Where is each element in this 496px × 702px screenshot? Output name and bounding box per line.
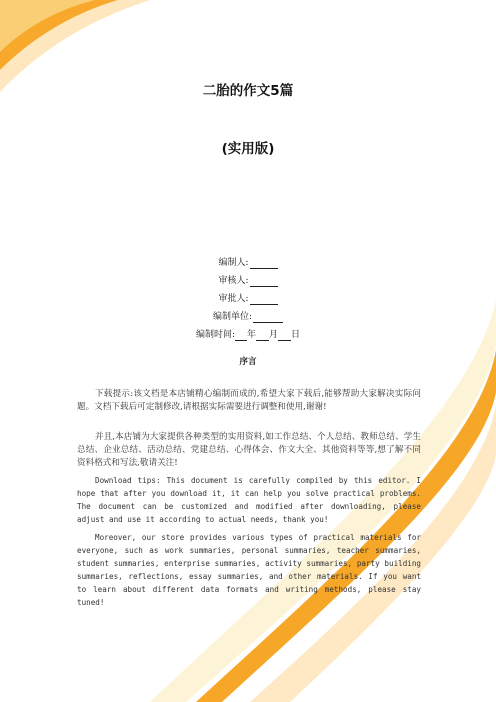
editor-label: 编制人:: [218, 258, 249, 268]
month-blank: [256, 330, 269, 341]
preface-heading: 序言: [239, 357, 257, 367]
day-blank: [278, 330, 291, 341]
document-title: 二胎的作文5篇: [202, 83, 294, 99]
approver-row: [0, 290, 496, 308]
day-label: 日: [291, 330, 301, 340]
org-blank: [253, 312, 283, 323]
year-label: 年: [247, 330, 257, 340]
org-row: [0, 308, 496, 326]
reviewer-row: [0, 272, 496, 290]
time-label: 编制时间:: [195, 330, 235, 340]
meta-block: [0, 254, 496, 344]
year-blank: [235, 330, 247, 341]
reviewer-label: 审核人:: [218, 276, 249, 286]
time-row: [0, 326, 496, 344]
editor-row: [0, 254, 496, 272]
preface-paragraph-3: Download tips: This document is carefully compiled by this editor. I hope that after you download it, it can help you solve practical problems. The document can be customized and modified after downloading, please adjust and use it according to actual needs, thank you!: [77, 476, 421, 524]
preface-paragraph-2: 并且,本店铺为大家提供各种类型的实用资料,如工作总结、个人总结、教师总结、学生总结、企业总结、活动总结、党建总结、心得体会、作文大全、其他资料等等,想了解不同资料格式和写法,敬请关注!: [77, 432, 421, 468]
document-subtitle: (实用版): [221, 141, 275, 157]
editor-blank: [250, 258, 278, 269]
org-label: 编制单位:: [212, 312, 253, 322]
reviewer-blank: [250, 276, 278, 287]
approver-blank: [250, 294, 278, 305]
preface-paragraph-1: 下载提示:该文档是本店铺精心编制而成的,希望大家下载后,能够帮助大家解决实际问题。文档下载后可定制修改,请根据实际需要进行调整和使用,谢谢!: [77, 389, 421, 412]
preface-paragraph-4: Moreover, our store provides various types of practical materials for everyone, such as work summaries, personal summaries, teacher summaries, student summaries, enterprise summaries, activity summaries, party building summaries, reflections, essay summaries, and other materials. If you want to learn about different data formats and writing methods, please stay tuned!: [77, 533, 421, 607]
approver-label: 审批人:: [218, 294, 249, 304]
month-label: 月: [269, 330, 279, 340]
